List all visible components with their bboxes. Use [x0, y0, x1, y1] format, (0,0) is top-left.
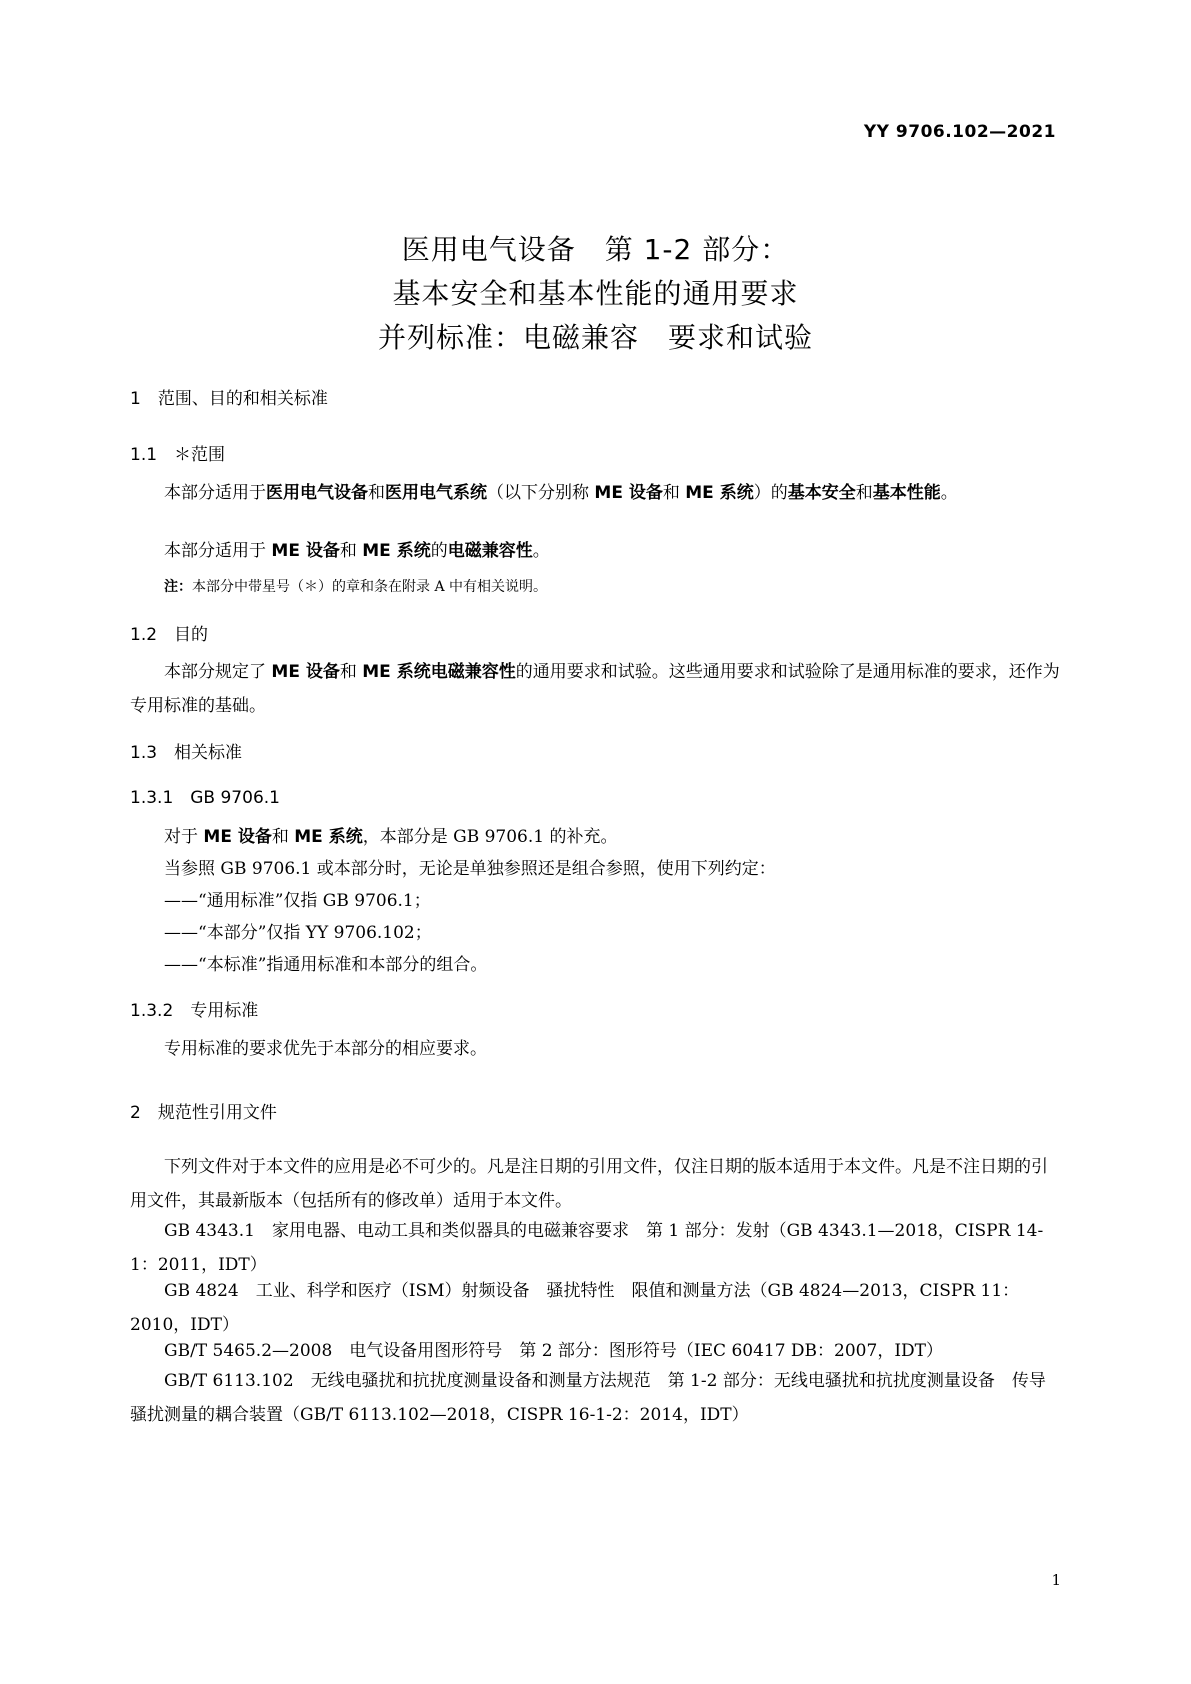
standard-code: YY 9706.102—2021: [863, 122, 1056, 142]
convention-item-3: ——“本标准”指通用标准和本部分的组合。: [164, 955, 488, 975]
convention-item-2: ——“本部分”仅指 YY 9706.102；: [164, 923, 432, 943]
page-number: 1: [1051, 1571, 1061, 1589]
section-2-heading: 2 规范性引用文件: [130, 1103, 277, 1123]
reference-item-3: GB/T 5465.2—2008 电气设备用图形符号 第 2 部分：图形符号（IEC 60417 DB：2007，IDT）: [164, 1341, 944, 1361]
gb9706-paragraph-2: 当参照 GB 9706.1 或本部分时，无论是单独参照还是组合参照，使用下列约定：: [164, 859, 776, 879]
scope-paragraph-2: 本部分适用于 ME 设备和 ME 系统的电磁兼容性。: [164, 541, 550, 561]
document-title: [0, 228, 1191, 360]
section-1-3-heading: 1.3 相关标准: [130, 743, 243, 763]
scope-note: 注：本部分中带星号（＊）的章和条在附录 A 中有相关说明。: [164, 579, 548, 595]
title-line-2: 基本安全和基本性能的通用要求: [392, 277, 799, 310]
normative-references-intro: 下列文件对于本文件的应用是必不可少的。凡是注日期的引用文件，仅注日期的版本适用于本文件。凡是不注日期的引用文件，其最新版本（包括所有的修改单）适用于本文件。: [130, 1157, 1048, 1211]
section-1-2-heading: 1.2 目的: [130, 625, 209, 645]
section-1-3-1-heading: 1.3.1 GB 9706.1: [130, 788, 280, 808]
section-1-3-2-heading: 1.3.2 专用标准: [130, 1001, 259, 1021]
reference-item-2: GB 4824 工业、科学和医疗（ISM）射频设备 骚扰特性 限值和测量方法（GB 4824—2013，CISPR 11：2010，IDT）: [130, 1281, 1020, 1335]
convention-item-1: ——“通用标准”仅指 GB 9706.1；: [164, 891, 431, 911]
gb9706-paragraph-1: 对于 ME 设备和 ME 系统，本部分是 GB 9706.1 的补充。: [164, 827, 618, 847]
title-line-1: 医用电气设备 第 1-2 部分：: [401, 233, 790, 266]
particular-standard-paragraph: 专用标准的要求优先于本部分的相应要求。: [164, 1039, 487, 1059]
scope-paragraph-1: 本部分适用于医用电气设备和医用电气系统（以下分别称 ME 设备和 ME 系统）的基本安全和基本性能。: [164, 483, 958, 503]
reference-item-1: GB 4343.1 家用电器、电动工具和类似器具的电磁兼容要求 第 1 部分：发射（GB 4343.1—2018，CISPR 14-1：2011，IDT）: [130, 1221, 1044, 1275]
section-1-heading: 1 范围、目的和相关标准: [130, 389, 328, 409]
section-1-1-heading: 1.1 ＊范围: [130, 445, 226, 465]
title-line-3: 并列标准：电磁兼容 要求和试验: [377, 321, 813, 354]
purpose-paragraph: 本部分规定了 ME 设备和 ME 系统电磁兼容性的通用要求和试验。这些通用要求和试验除了是通用标准的要求，还作为专用标准的基础。: [130, 662, 1060, 716]
reference-item-4: GB/T 6113.102 无线电骚扰和抗扰度测量设备和测量方法规范 第 1-2 部分：无线电骚扰和抗扰度测量设备 传导骚扰测量的耦合装置（GB/T 6113.102—2018，CISPR 16-1-2：2014，IDT）: [130, 1371, 1046, 1425]
